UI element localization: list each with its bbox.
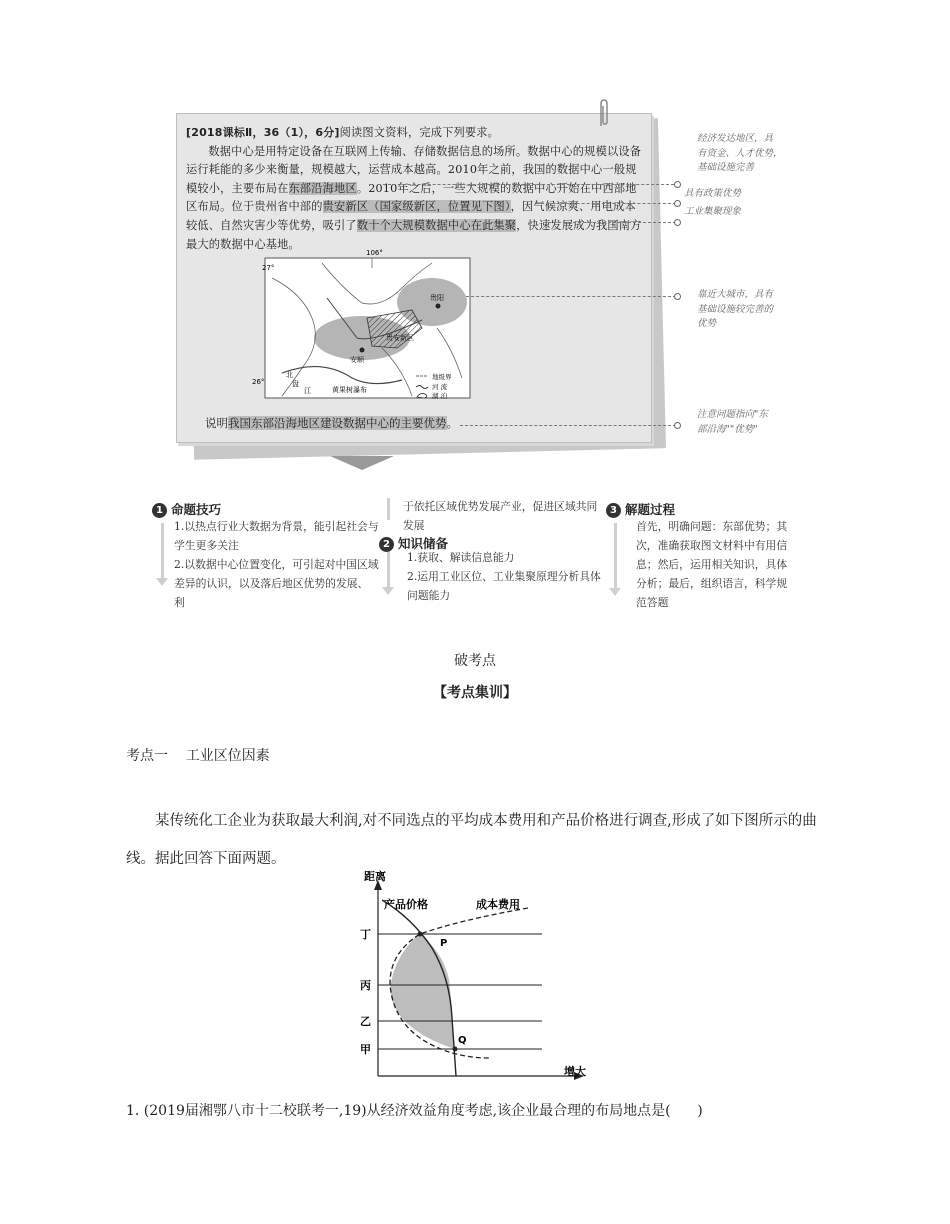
- connector-dot: [674, 422, 681, 429]
- note-2: 具有政策优势: [684, 188, 742, 199]
- note-4: [697, 288, 773, 332]
- column-1-text: [174, 517, 379, 612]
- legend-river: 河 流: [432, 383, 448, 391]
- x-axis-label: 增大: [564, 1065, 586, 1078]
- down-arrow-icon: [382, 587, 394, 595]
- column-line: 息；然后，运用相关知识，具体: [636, 558, 788, 571]
- para-seg: 数据中心是用特定设备在互联网上传输、存储数据信息的场所。数据中心的规模以设备运行耗能的多少来衡量，规模越大，运营成本越高。2010年之前，我国的数据中心一般规模较小，主要布局在: [186, 144, 642, 195]
- down-arrow-icon: [330, 456, 394, 470]
- column-line: 问题能力: [407, 589, 451, 602]
- column-bar: [161, 523, 164, 579]
- column-line: 差异的认识，以及落后地区优势的发展、利: [174, 577, 369, 609]
- column-title: 命题技巧: [171, 502, 222, 517]
- question-paragraph: 某传统化工企业为获取最大利润,对不同选点的平均成本费用和产品价格进行调查,形成了如下图所示的曲线。据此回答下面两题。: [126, 813, 817, 867]
- question-prefix: 说明: [205, 416, 228, 430]
- card-text: [186, 124, 644, 254]
- series-price-label: 产品价格: [384, 898, 428, 911]
- connector-dot: [674, 293, 681, 300]
- column-bar: [387, 550, 390, 588]
- note-line: 注意问题指向"东: [697, 409, 768, 420]
- column-line: 1.以热点行业大数据为背景，能引起社会与: [174, 520, 379, 533]
- column-line: 2.以数据中心位置变化，可引起对中国区域: [174, 558, 379, 571]
- column-title: 知识储备: [398, 536, 449, 551]
- highlight-seg: 东部沿海地区: [288, 181, 357, 195]
- connector-dot: [674, 181, 681, 188]
- step-number: 2: [379, 537, 394, 552]
- legend-lake: 湖 泊: [432, 392, 448, 400]
- para-seg: ，因气候凉爽、用电成本较低、自然灾害少等优势，吸引了: [186, 200, 636, 232]
- section-title: 破考点: [454, 653, 496, 669]
- column-2-cont: [403, 497, 608, 535]
- down-arrow-icon: [156, 578, 168, 586]
- sub-title: 【考点集训】: [433, 685, 517, 701]
- anshun-dot: [360, 348, 365, 353]
- point-p-label: P: [440, 938, 448, 949]
- question-highlight: 我国东部沿海地区建设数据中心的主要优势: [228, 416, 447, 430]
- column-bar: [387, 498, 390, 520]
- legend-boundary: 地级界: [432, 373, 452, 381]
- highlight-seg: 数十个大规模数据中心在此集聚: [356, 218, 517, 232]
- step-number: 1: [152, 503, 167, 518]
- column-2-text: [407, 548, 612, 605]
- note-line: 优势: [697, 318, 717, 329]
- guian-label: 贵安新区: [386, 334, 414, 342]
- question-1: 1. (2019届湘鄂八市十二校联考一,19)从经济效益角度考虑,该企业最合理的布局地点是( ): [126, 1103, 703, 1119]
- note-line: 基础设施较完善的: [697, 303, 774, 315]
- connector-dot: [674, 200, 681, 207]
- note-5: [697, 408, 768, 437]
- column-bar: [614, 523, 617, 589]
- y-category-label: 丁: [360, 928, 371, 941]
- highlight-seg: 贵安新区（国家级新区，位置见下图）: [322, 200, 511, 214]
- y-category-label: 乙: [360, 1015, 371, 1028]
- y-category-labels: [360, 928, 371, 1056]
- series-cost-label: 成本费用: [476, 898, 520, 911]
- source-label: [2018课标Ⅱ，36（1），6分]: [186, 126, 340, 139]
- note-line: 经济发达地区，具: [697, 133, 774, 144]
- river-label: 盘: [292, 380, 299, 388]
- card-question: [205, 415, 458, 431]
- column-line: 次，准确获取图文材料中有用信: [636, 539, 788, 552]
- note-line: 部沿海""优势": [697, 423, 758, 435]
- point-title: 考点一 工业区位因素: [126, 748, 270, 764]
- y-axis-label: 距离: [364, 870, 386, 883]
- column-3-head: [606, 500, 675, 518]
- y-category-label: 丙: [360, 979, 371, 992]
- connector-1: [378, 184, 674, 185]
- para-seg: 。2010年之后，一些大规模的数据中心开始在中西部地区布局。位于贵州省中部的: [186, 181, 637, 214]
- note-line: 基础设施完善: [697, 162, 755, 173]
- river-label: 江: [304, 387, 311, 395]
- guiyang-dot: [436, 304, 441, 309]
- anshun-label: 安顺: [350, 356, 364, 364]
- point-p-dot: [418, 932, 423, 937]
- column-line: 发展: [403, 519, 425, 532]
- note-line: 有资金、人才优势，: [697, 147, 783, 159]
- point-q-dot: [453, 1047, 458, 1052]
- column-line: 2.运用工业区位、工业集聚原理分析具体: [407, 570, 601, 583]
- connector-4: [466, 296, 676, 297]
- lat-top-label: 27°: [262, 264, 275, 272]
- cost-price-chart: [340, 868, 600, 1084]
- para-seg: ，快速发展成为我国南方最大的数据中心基地。: [186, 218, 642, 251]
- connector-2: [536, 203, 676, 204]
- column-line: 1.获取、解读信息能力: [407, 551, 515, 564]
- column-line: 学生更多关注: [174, 539, 239, 552]
- note-line: 靠近大城市，具有: [697, 289, 774, 300]
- point-q-label: Q: [458, 1035, 467, 1046]
- column-line: 首先，明确问题：东部优势；其: [636, 520, 788, 533]
- lon-label: 106°: [366, 249, 383, 257]
- connector-dot: [674, 219, 681, 226]
- column-line: 分析；最后，组织语言，科学规: [636, 577, 788, 590]
- guian-map: [252, 248, 474, 400]
- down-arrow-icon: [609, 588, 621, 596]
- connector-3: [548, 222, 676, 223]
- column-1-head: [152, 500, 221, 518]
- material-paragraph: [186, 143, 644, 255]
- lat-bottom-label: 26°: [252, 378, 265, 386]
- intro-text: 阅读图文资料，完成下列要求。: [339, 126, 500, 139]
- column-line: 于依托区域优势发展产业，促进区域共同: [403, 500, 598, 513]
- connector-5: [460, 425, 676, 426]
- column-title: 解题过程: [625, 502, 676, 517]
- column-line: 范答题: [636, 596, 669, 609]
- profit-region: [390, 933, 455, 1049]
- step-number: 3: [606, 503, 621, 518]
- column-3-text: [636, 517, 806, 612]
- guiyang-label: 贵阳: [430, 294, 444, 302]
- waterfall-label: 黄果树瀑布: [332, 386, 367, 394]
- question-suffix: 。: [446, 416, 458, 430]
- note-1: [697, 132, 783, 176]
- y-category-label: 甲: [360, 1043, 371, 1056]
- river-label: 北: [286, 371, 293, 379]
- note-3: 工业集聚现象: [684, 206, 742, 217]
